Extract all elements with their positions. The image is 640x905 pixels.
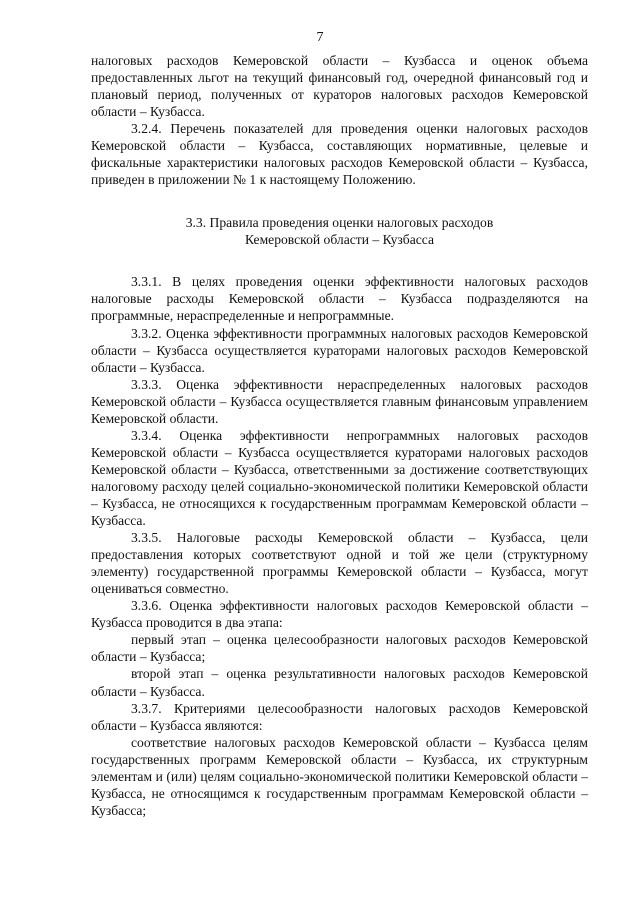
document-body <box>91 52 588 819</box>
paragraph-3-3-4: 3.3.4. Оценка эффективности непрограммных налоговых расходов Кемеровской области – Кузбасса осуществляется кураторами налоговых расходов Кемеровской области – Кузбасса, ответственными за достижение соответствующих налоговому расходу целей социально-экономической политики Кемеровской области – Кузбасса, не относящихся к государственным программам Кемеровской области – Кузбасса. <box>91 427 588 529</box>
spacer <box>91 248 588 273</box>
list-item-stage-2: второй этап – оценка результативности налоговых расходов Кемеровской области – Кузбасса. <box>91 666 588 699</box>
paragraph-3-3-6: 3.3.6. Оценка эффективности налоговых расходов Кемеровской области – Кузбасса проводится в два этапа: <box>91 598 588 631</box>
paragraph-continuation: налоговых расходов Кемеровской области – Кузбасса и оценок объема предоставленных льгот на текущий финансовый год, очередной финансовый год и плановый период, полученных от кураторов налоговых расходов Кемеровской области – Кузбасса. <box>91 53 588 120</box>
section-heading-line-1: 3.3. Правила проведения оценки налоговых расходов <box>185 215 494 231</box>
paragraph-3-3-3: 3.3.3. Оценка эффективности нераспределенных налоговых расходов Кемеровской области – Кузбасса осуществляется главным финансовым управлением Кемеровской области. <box>91 376 588 426</box>
paragraph-3-3-2: 3.3.2. Оценка эффективности программных налоговых расходов Кемеровской области – Кузбасса осуществляется кураторами налоговых расходов Кемеровской области – Кузбасса. <box>91 325 588 375</box>
section-heading-line-2: Кемеровской области – Кузбасса <box>244 232 435 248</box>
paragraph-3-3-7: 3.3.7. Критериями целесообразности налоговых расходов Кемеровской области – Кузбасса являются: <box>91 700 588 733</box>
list-item-stage-1: первый этап – оценка целесообразности налоговых расходов Кемеровской области – Кузбасса; <box>91 632 588 665</box>
list-item-criterion-1: соответствие налоговых расходов Кемеровской области – Кузбасса целям государственных программ Кемеровской области – Кузбасса, их структурным элементам и (или) целям социально-экономической политики Кемеровской области – Кузбасса, не относящимся к государственным программам Кемеровской области – Кузбасса; <box>91 734 588 818</box>
paragraph-3-2-4: 3.2.4. Перечень показателей для проведения оценки налоговых расходов Кемеровской области – Кузбасса, составляющих нормативные, целевые и фискальные характеристики налоговых расходов Кемеровской области – Кузбасса, приведен в приложении № 1 к настоящему Положению. <box>91 121 588 188</box>
paragraph-3-3-5: 3.3.5. Налоговые расходы Кемеровской области – Кузбасса, цели предоставления которых соответствуют одной и той же цели (структурному элементу) государственной программы Кемеровской области – Кузбасса, могут оцениваться совместно. <box>91 530 588 597</box>
section-heading <box>91 214 588 248</box>
paragraph-3-3-1: 3.3.1. В целях проведения оценки эффективности налоговых расходов налоговые расходы Кемеровской области – Кузбасса подразделяются на программные, нераспределенные и непрограммные. <box>91 274 588 324</box>
page-number: 7 <box>316 30 324 45</box>
